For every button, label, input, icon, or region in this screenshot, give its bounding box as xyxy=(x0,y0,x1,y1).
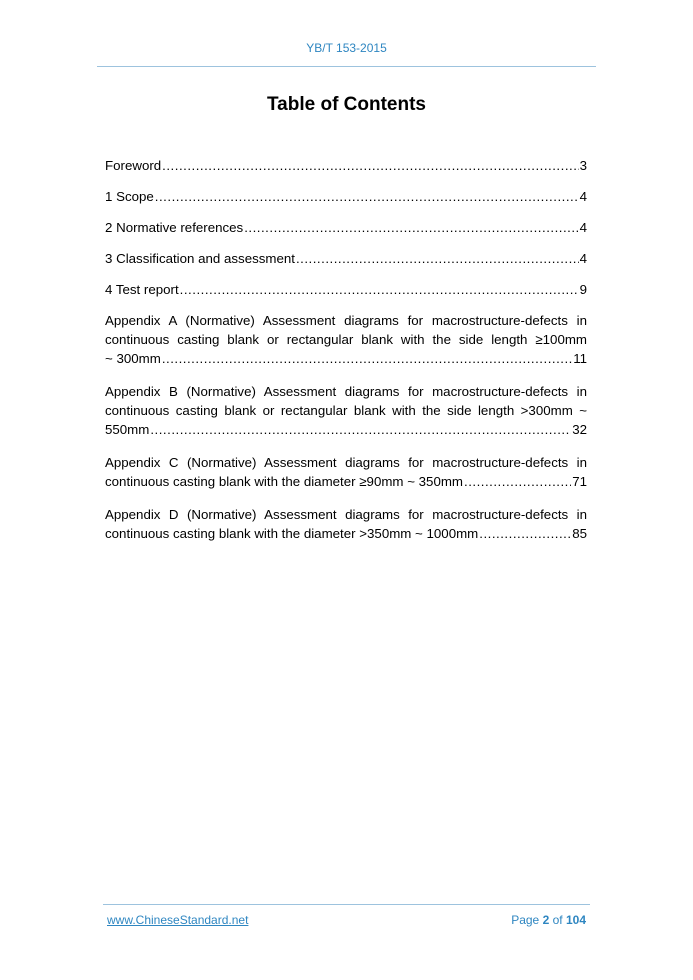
page-of-label: of xyxy=(552,913,563,927)
total-page-count: 104 xyxy=(565,913,586,927)
dot-leader xyxy=(162,156,578,175)
toc-entry-title: 4 Test report xyxy=(105,282,179,297)
dot-leader xyxy=(479,524,571,543)
toc-entry-test-report[interactable] xyxy=(105,280,587,299)
table-of-contents xyxy=(105,156,587,557)
footer-divider xyxy=(103,904,590,905)
toc-entry-foreword[interactable] xyxy=(105,156,587,175)
dot-leader xyxy=(244,218,578,237)
toc-entry-title-line: continuous casting blank with the diameter >350mm ~ 1000mm xyxy=(105,526,479,541)
toc-entry-title-line: Appendix D (Normative) Assessment diagrams for macrostructure-defects in xyxy=(105,507,587,522)
toc-entry-title-line: 550mm xyxy=(105,422,150,437)
toc-entry-title: 2 Normative references xyxy=(105,220,244,235)
dot-leader xyxy=(162,349,572,368)
toc-page-number: 4 xyxy=(579,189,587,204)
toc-page-number: 4 xyxy=(579,220,587,235)
dot-leader xyxy=(180,280,579,299)
dot-leader xyxy=(296,249,579,268)
toc-page-number: 4 xyxy=(579,251,587,266)
toc-entry-scope[interactable] xyxy=(105,187,587,206)
toc-entry-appendix-b[interactable] xyxy=(105,382,587,439)
toc-entry-title-line: continuous casting blank or rectangular blank with the side length ≥100mm xyxy=(105,332,587,347)
toc-entry-title-line: ~ 300mm xyxy=(105,351,161,366)
toc-entry-title: 1 Scope xyxy=(105,189,154,204)
page-title: Table of Contents xyxy=(266,94,427,115)
toc-entry-title-line: continuous casting blank with the diameter ≥90mm ~ 350mm xyxy=(105,474,463,489)
header-divider xyxy=(97,66,596,67)
page-indicator xyxy=(511,913,586,927)
toc-entry-classification[interactable] xyxy=(105,249,587,268)
current-page-number: 2 xyxy=(542,913,550,927)
toc-entry-title-line: Appendix B (Normative) Assessment diagrams for macrostructure-defects in xyxy=(105,384,587,399)
dot-leader xyxy=(464,472,571,491)
toc-entry-normative-references[interactable] xyxy=(105,218,587,237)
toc-entry-appendix-a[interactable] xyxy=(105,311,587,368)
toc-entry-appendix-d[interactable] xyxy=(105,505,587,543)
toc-entry-title: Foreword xyxy=(105,158,162,173)
toc-page-number: 85 xyxy=(572,526,587,541)
website-link[interactable]: www.ChineseStandard.net xyxy=(107,913,249,927)
toc-page-number: 71 xyxy=(572,474,587,489)
toc-entry-title-line: Appendix C (Normative) Assessment diagrams for macrostructure-defects in xyxy=(105,455,587,470)
toc-page-number: 3 xyxy=(579,158,587,173)
dot-leader xyxy=(150,420,571,439)
page-label: Page xyxy=(511,913,540,927)
toc-page-number: 11 xyxy=(573,351,587,366)
toc-entry-title: 3 Classification and assessment xyxy=(105,251,295,266)
dot-leader xyxy=(155,187,579,206)
toc-page-number: 32 xyxy=(572,422,587,437)
document-code-header: YB/T 153-2015 xyxy=(306,41,387,55)
toc-page-number: 9 xyxy=(579,282,587,297)
toc-entry-title-line: continuous casting blank or rectangular blank with the side length >300mm ~ xyxy=(105,403,587,418)
toc-entry-appendix-c[interactable] xyxy=(105,453,587,491)
toc-entry-title-line: Appendix A (Normative) Assessment diagrams for macrostructure-defects in xyxy=(105,313,587,328)
